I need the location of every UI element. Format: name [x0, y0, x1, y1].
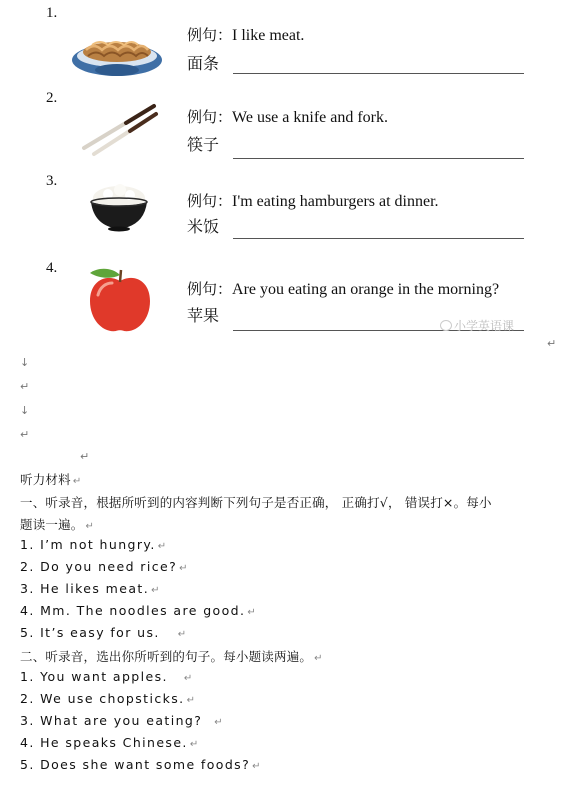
listening-item: 1. I’m not hungry. ↵: [20, 537, 168, 552]
example-sentence: [187, 106, 388, 127]
item-number: 2.: [46, 90, 58, 106]
wechat-icon: [440, 320, 452, 331]
watermark: [440, 317, 514, 334]
down-mark: ↓: [20, 404, 30, 417]
chinese-word: 苹果: [187, 306, 220, 325]
section2-heading: 二、听录音，选出你所听到的句子。每小题读两遍。 ↵: [20, 649, 323, 664]
noodles-bowl-icon: [70, 32, 164, 86]
example-text: Are you eating an orange in the morning?: [232, 281, 500, 298]
listening-item: 2. Do you need rice? ↵: [20, 559, 189, 574]
chinese-word: 面条: [187, 54, 220, 73]
return-mark: ↵: [20, 428, 30, 441]
item-number: 1.: [46, 5, 58, 21]
example-text: We use a knife and fork.: [232, 109, 388, 126]
chopsticks-icon: [80, 102, 160, 162]
example-text: I like meat.: [232, 27, 305, 44]
answer-line[interactable]: [233, 73, 524, 74]
answer-line[interactable]: [233, 158, 524, 159]
item-number: 4.: [46, 260, 58, 276]
example-sentence: [187, 190, 439, 211]
return-mark: ↵: [547, 337, 557, 350]
example-sentence: [187, 24, 304, 45]
example-sentence: [187, 278, 499, 299]
example-text: I'm eating hamburgers at dinner.: [232, 193, 439, 210]
answer-line[interactable]: [233, 238, 524, 239]
return-mark: ↵: [80, 450, 90, 463]
chinese-word: 筷子: [187, 135, 220, 154]
down-mark: ↓: [20, 356, 30, 369]
example-prefix: 例句：: [187, 108, 233, 126]
listening-item: 3. He likes meat. ↵: [20, 581, 161, 596]
chinese-word: 米饭: [187, 217, 220, 236]
listening-item: 5. It’s easy for us. ↵: [20, 625, 188, 640]
apple-icon: [86, 265, 154, 339]
material-title: 听力材料 ↵: [20, 472, 82, 487]
listening-item: 5. Does she want some foods? ↵: [20, 757, 262, 772]
return-mark: ↵: [20, 380, 30, 393]
watermark-text: 小学英语课: [454, 319, 515, 333]
section1-heading-cont: 题读一遍。 ↵: [20, 517, 95, 532]
section1-heading: 一、听录音，根据所听到的内容判断下列句子是否正确， 正确打√， 错误打×。每小: [20, 495, 492, 510]
listening-item: 1. You want apples. ↵: [20, 669, 194, 684]
example-prefix: 例句：: [187, 280, 233, 298]
example-prefix: 例句：: [187, 26, 233, 44]
item-number: 3.: [46, 173, 58, 189]
listening-item: 4. He speaks Chinese. ↵: [20, 735, 200, 750]
listening-item: 4. Mm. The noodles are good. ↵: [20, 603, 258, 618]
listening-item: 2. We use chopsticks. ↵: [20, 691, 197, 706]
listening-item: 3. What are you eating? ↵: [20, 713, 225, 728]
rice-bowl-icon: [88, 182, 150, 236]
example-prefix: 例句：: [187, 192, 233, 210]
